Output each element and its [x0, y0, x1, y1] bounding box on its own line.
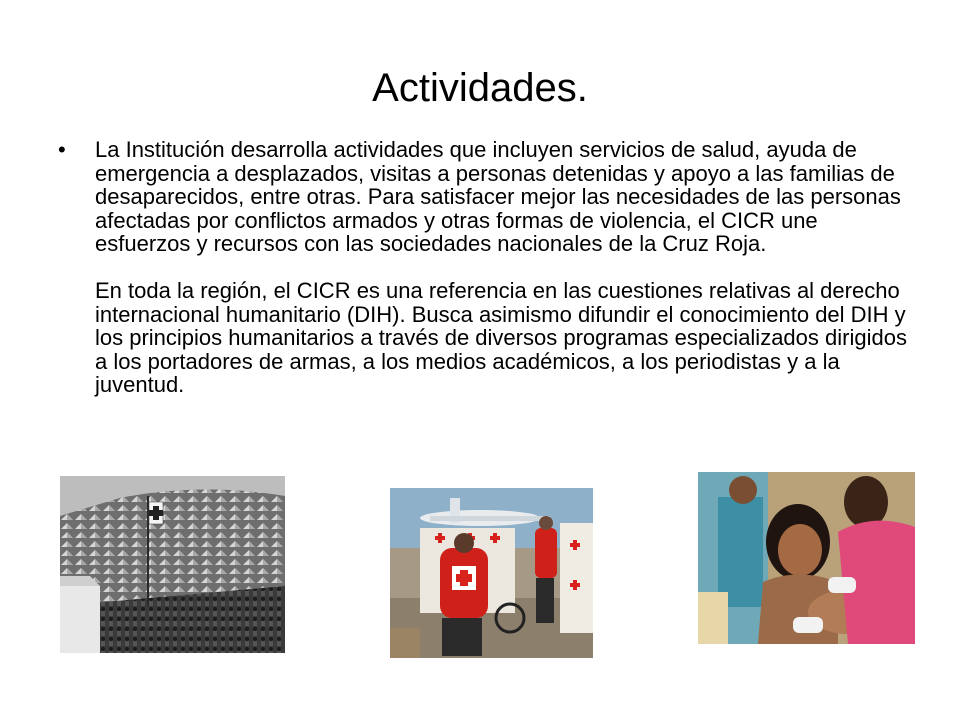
bullet-item — [58, 138, 918, 397]
health-care-photo — [698, 472, 915, 644]
refugee-camp-photo — [60, 476, 285, 653]
slide-title: Actividades. — [372, 66, 588, 110]
bullet-symbol: • — [58, 137, 66, 162]
bullet-text — [95, 138, 918, 397]
paragraph-activities: La Institución desarrolla actividades que incluyen servicios de salud, ayuda de emergencia a desplazados, visitas a personas detenidas y apoyo a las familias de desaparecidos, entre otras. Para satisfacer mejor las necesidades de las personas afectadas por conflictos armados y otras formas de violencia, el CICR une esfuerzos y recursos con las sociedades nacionales de la Cruz Roja. — [95, 137, 901, 256]
paragraph-dih: En toda la región, el CICR es una referencia en las cuestiones relativas al derecho internacional humanitario (DIH). Busca asimismo difundir el conocimiento del DIH y los principios humanitarios a través de diversos programas especializados dirigidos a los portadores de armas, a los medios académicos, a los periodistas y a la juventud. — [95, 278, 907, 397]
red-cross-supplies-photo — [390, 488, 593, 658]
